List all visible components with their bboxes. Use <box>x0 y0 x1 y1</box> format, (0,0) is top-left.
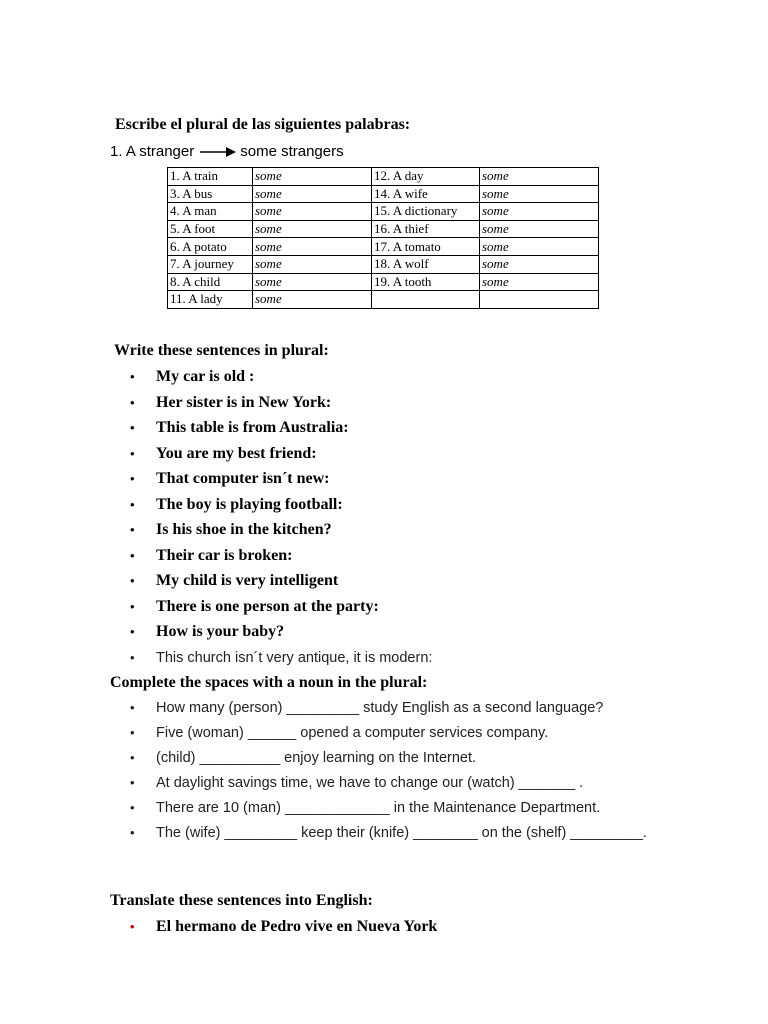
plural-cell: some <box>480 203 599 221</box>
list-item <box>130 570 432 596</box>
bullet-icon: • <box>130 573 135 588</box>
word-cell: 12. A day <box>372 168 480 186</box>
word-cell: 15. A dictionary <box>372 203 480 221</box>
list-item-text: The (wife) _________ keep their (knife) ________ on the (shelf) _________. <box>156 825 647 841</box>
word-cell: 18. A wolf <box>372 255 480 273</box>
word-cell: 11. A lady <box>168 291 253 309</box>
plural-cell: some <box>480 168 599 186</box>
bullet-icon: • <box>130 750 135 765</box>
bullet-icon: • <box>130 522 135 537</box>
list-item <box>130 621 432 647</box>
bullet-icon: • <box>130 825 135 840</box>
bullet-icon: • <box>130 919 135 934</box>
word-cell: 4. A man <box>168 203 253 221</box>
bullet-icon: • <box>130 420 135 435</box>
plural-cell: some <box>253 203 372 221</box>
list-item <box>130 596 432 622</box>
list-item <box>130 443 432 469</box>
list-item-text: Her sister is in New York: <box>156 393 332 411</box>
bullet-icon: • <box>130 369 135 384</box>
list-item-text: Their car is broken: <box>156 546 293 564</box>
table-row <box>168 238 599 256</box>
list-item <box>130 747 647 772</box>
list-item <box>130 697 647 722</box>
table-row <box>168 273 599 291</box>
plural-cell: some <box>253 185 372 203</box>
bullet-icon: • <box>130 800 135 815</box>
bullet-icon: • <box>130 725 135 740</box>
example-right: some strangers <box>240 143 344 160</box>
list-item <box>130 797 647 822</box>
word-cell: 6. A potato <box>168 238 253 256</box>
list-item-text: My car is old : <box>156 368 255 385</box>
right-arrow-icon <box>200 146 236 158</box>
word-cell: 8. A child <box>168 273 253 291</box>
bullet-icon: • <box>130 649 135 665</box>
list-item <box>130 772 647 797</box>
bullet-icon: • <box>130 700 135 715</box>
example-line <box>110 143 344 160</box>
plural-cell: some <box>253 273 372 291</box>
list-item <box>130 647 432 673</box>
plural-cell: some <box>253 168 372 186</box>
plural-cell: some <box>480 220 599 238</box>
bullet-icon: • <box>130 445 135 461</box>
word-cell: 14. A wife <box>372 185 480 203</box>
list-item-text: The boy is playing football: <box>156 495 343 513</box>
bullet-icon: • <box>130 547 135 563</box>
list-item <box>130 822 647 868</box>
word-cell: 16. A thief <box>372 220 480 238</box>
list-item-text: My child is very intelligent <box>156 572 339 589</box>
list-item-text: You are my best friend: <box>156 444 317 462</box>
table-row <box>168 168 599 186</box>
bullet-icon: • <box>130 471 135 486</box>
list-item <box>130 519 432 545</box>
table-row <box>168 255 599 273</box>
bullet-icon: • <box>130 394 135 410</box>
plural-cell: some <box>253 291 372 309</box>
table-row <box>168 291 599 309</box>
word-cell: 19. A tooth <box>372 273 480 291</box>
list-item <box>130 417 432 443</box>
list-item-text: This table is from Australia: <box>156 419 349 436</box>
exercise4-title: Translate these sentences into English: <box>110 892 373 909</box>
list-item <box>130 366 432 392</box>
word-cell <box>372 291 480 309</box>
list-item <box>130 468 432 494</box>
exercise3-list <box>130 697 647 868</box>
exercise2-title: Write these sentences in plural: <box>114 342 329 359</box>
plural-cell <box>480 291 599 309</box>
list-item-text: There is one person at the party: <box>156 597 379 615</box>
exercise1-title: Escribe el plural de las siguientes palabras: <box>115 116 411 133</box>
table-row <box>168 220 599 238</box>
word-cell: 17. A tomato <box>372 238 480 256</box>
bullet-icon: • <box>130 598 135 614</box>
table-row <box>168 185 599 203</box>
list-item-text: This church isn´t very antique, it is modern: <box>156 649 433 666</box>
list-item <box>130 916 437 942</box>
exercise3-title: Complete the spaces with a noun in the plural: <box>110 674 428 691</box>
plural-cell: some <box>480 238 599 256</box>
list-item <box>130 545 432 571</box>
plural-cell: some <box>480 185 599 203</box>
word-cell: 3. A bus <box>168 185 253 203</box>
list-item-text: There are 10 (man) _____________ in the Maintenance Department. <box>156 800 601 816</box>
bullet-icon: • <box>130 624 135 639</box>
example-left: 1. A stranger <box>110 143 195 160</box>
list-item <box>130 494 432 520</box>
list-item-text: El hermano de Pedro vive en Nueva York <box>156 918 438 935</box>
list-item-text: How is your baby? <box>156 623 285 640</box>
plural-cell: some <box>253 255 372 273</box>
list-item-text: That computer isn´t new: <box>156 470 330 487</box>
list-item-text: At daylight savings time, we have to change our (watch) _______ . <box>156 775 584 791</box>
table-row <box>168 203 599 221</box>
bullet-icon: • <box>130 496 135 512</box>
plural-cell: some <box>480 255 599 273</box>
word-cell: 7. A journey <box>168 255 253 273</box>
list-item-text: (child) __________ enjoy learning on the Internet. <box>156 750 477 766</box>
list-item <box>130 722 647 747</box>
plural-cell: some <box>480 273 599 291</box>
word-cell: 1. A train <box>168 168 253 186</box>
exercise4-list <box>130 916 437 942</box>
exercise2-list <box>130 366 432 672</box>
word-cell: 5. A foot <box>168 220 253 238</box>
list-item-text: Is his shoe in the kitchen? <box>156 521 332 538</box>
bullet-icon: • <box>130 775 135 790</box>
list-item-text: How many (person) _________ study English as a second language? <box>156 700 604 716</box>
plural-table <box>167 167 599 309</box>
list-item <box>130 392 432 418</box>
plural-cell: some <box>253 238 372 256</box>
list-item-text: Five (woman) ______ opened a computer services company. <box>156 725 549 741</box>
plural-cell: some <box>253 220 372 238</box>
